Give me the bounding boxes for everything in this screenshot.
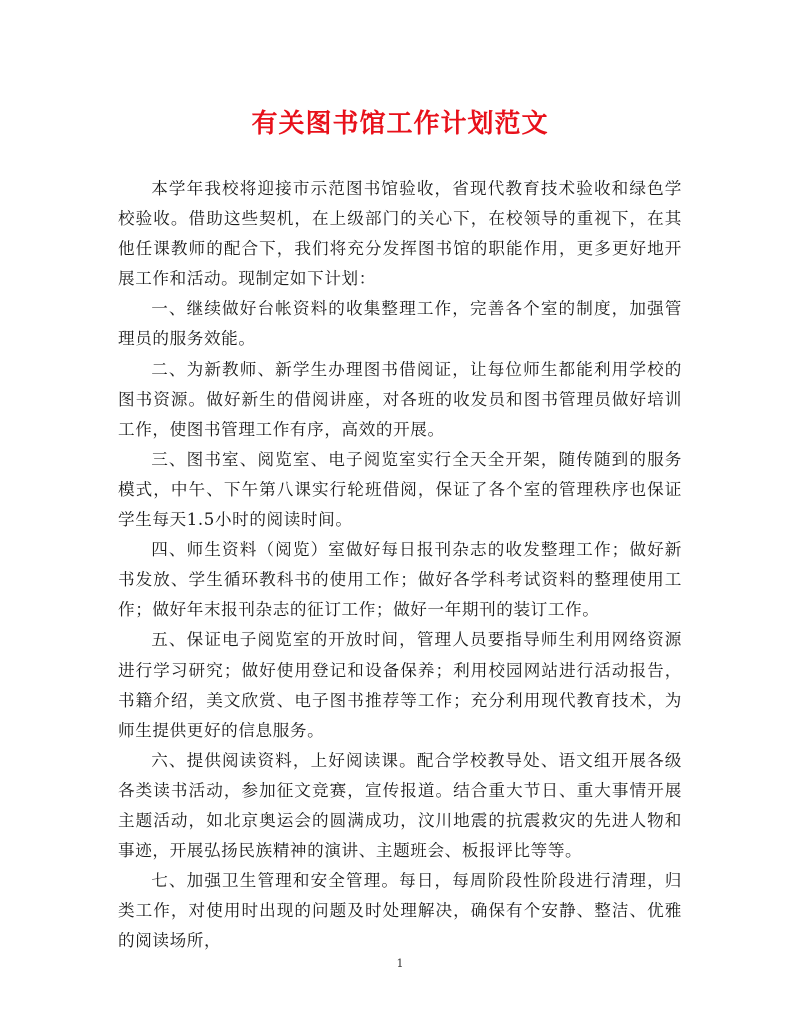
paragraph-intro: 本学年我校将迎接市示范图书馆验收，省现代教育技术验收和绿色学校验收。借助这些契机，在上级部门的关心下，在校领导的重视下，在其他任课教师的配合下，我们将充分发挥图书馆的职能作用，更多更好地开展工作和活动。现制定如下计划： <box>118 179 682 289</box>
paragraph-item-7: 七、加强卫生管理和安全管理。每日，每周阶段性阶段进行清理，归类工作，对使用时出现的问题及时处理解决，确保有个安静、整洁、优雅的阅读场所， <box>118 871 682 951</box>
paragraph-item-6: 六、提供阅读资料，上好阅读课。配合学校教导处、语文组开展各级各类读书活动，参加征文竞赛，宣传报道。结合重大节日、重大事情开展主题活动，如北京奥运会的圆满成功，汶川地震的抗震救灾的先进人物和事迹，开展弘扬民族精神的演讲、主题班会、板报评比等等。 <box>118 750 682 861</box>
paragraph-item-5: 五、保证电子阅览室的开放时间，管理人员要指导师生利用网络资源进行学习研究；做好使用登记和设备保养；利用校园网站进行活动报告，书籍介绍，美文欣赏、电子图书推荐等工作；充分利用现代教育技术，为师生提供更好的信息服务。 <box>118 630 682 740</box>
document-title: 有关图书馆工作计划范文 <box>251 109 549 139</box>
paragraph-item-2: 二、为新教师、新学生办理图书借阅证，让每位师生都能利用学校的图书资源。做好新生的借阅讲座，对各班的收发员和图书管理员做好培训工作，使图书管理工作有序，高效的开展。 <box>118 359 682 439</box>
paragraph-item-3: 三、图书室、阅览室、电子阅览室实行全天全开架，随传随到的服务模式，中午、下午第八课实行轮班借阅，保证了各个室的管理秩序也保证学生每天1.5小时的阅读时间。 <box>118 449 682 530</box>
document-body <box>118 174 682 956</box>
paragraph-item-4: 四、师生资料（阅览）室做好每日报刊杂志的收发整理工作；做好新书发放、学生循环教科书的使用工作；做好各学科考试资料的整理使用工作；做好年末报刊杂志的征订工作；做好一年期刊的装订工作。 <box>118 540 682 620</box>
page-number: 1 <box>396 957 404 970</box>
paragraph-item-1: 一、继续做好台帐资料的收集整理工作，完善各个室的制度，加强管理员的服务效能。 <box>118 299 682 349</box>
